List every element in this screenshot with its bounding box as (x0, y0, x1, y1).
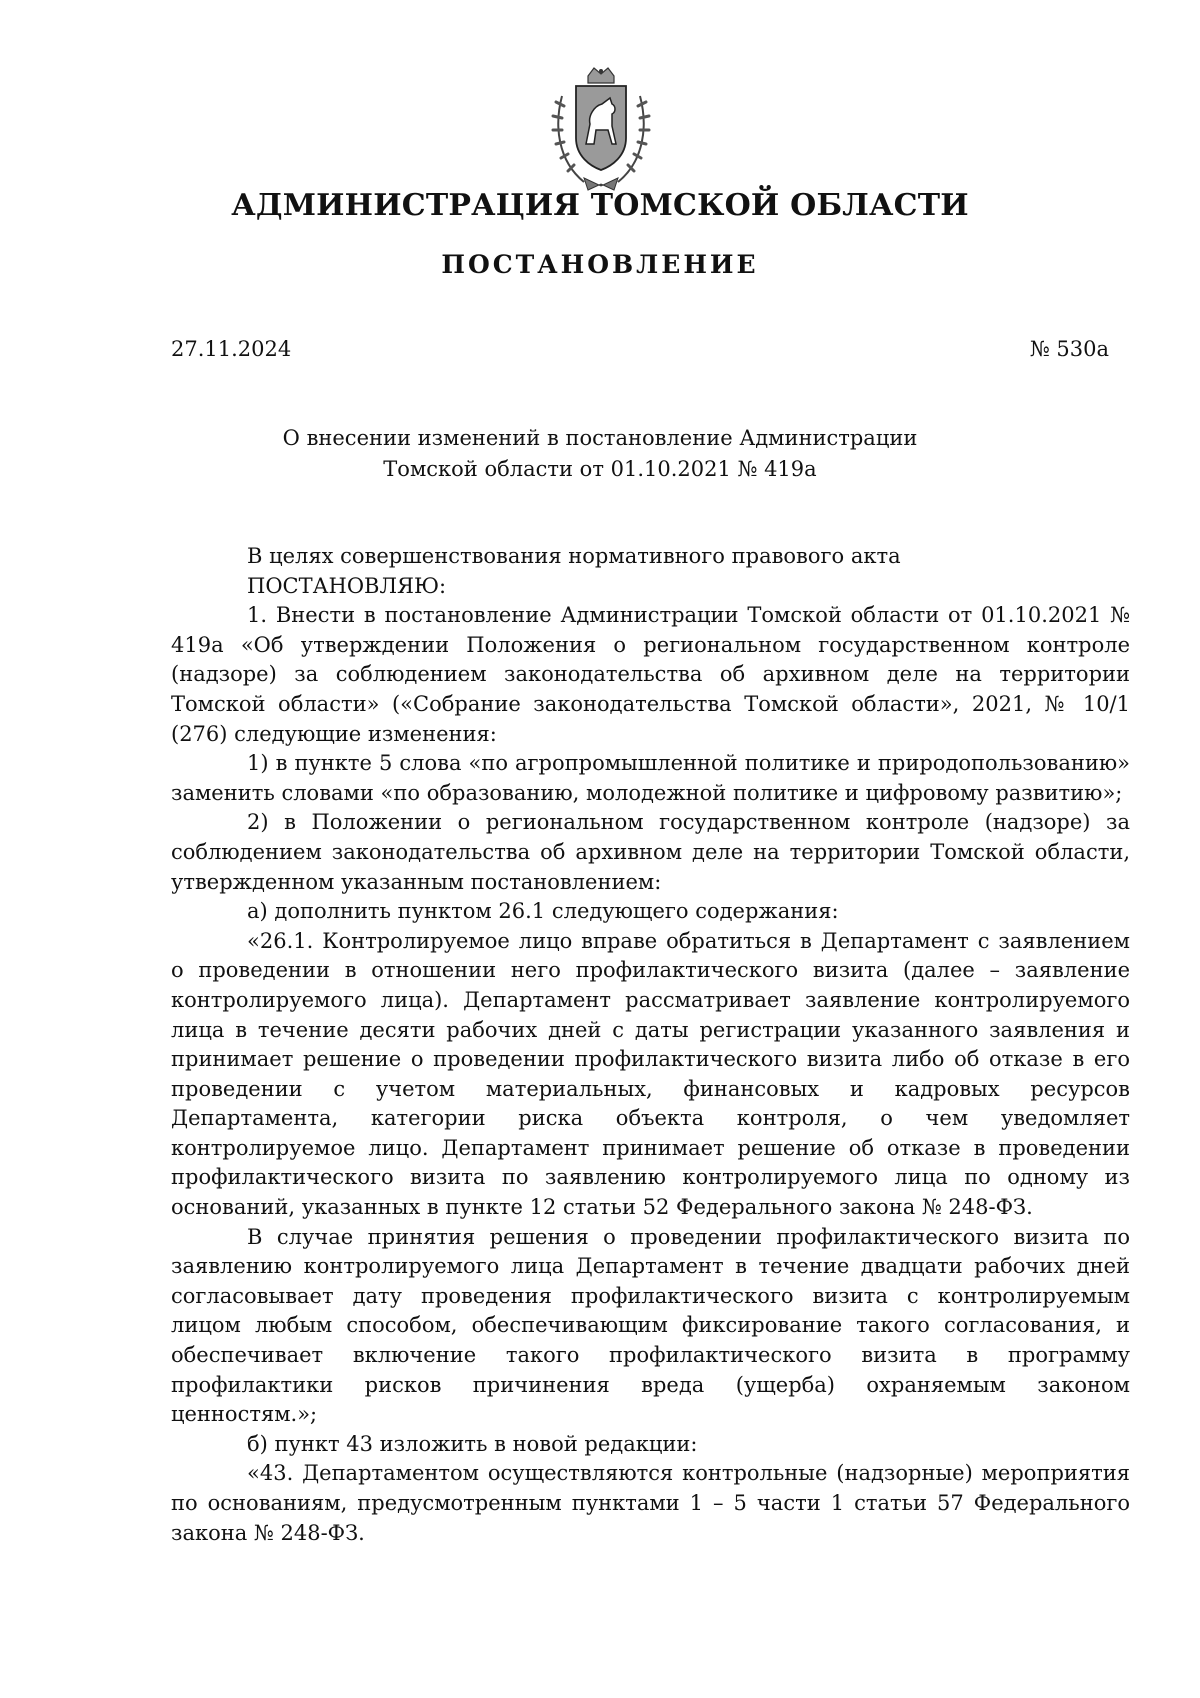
resolve-paragraph: ПОСТАНОВЛЯЮ: (247, 573, 447, 598)
body-paragraph: В случае принятия решения о проведении профилактического визита по заявлению контролируемого лица Департамент в течение двадцати рабочих дней согласовывает дату проведения профилактического визита с контролируемым лицом любым способом, обеспечивающим фиксирование такого согласования, и обеспечивает включение такого профилактического визита в программу профилактики рисков причинения вреда (ущерба) охраняемым законом ценностям.»; (171, 1224, 1130, 1427)
document-body (171, 542, 1130, 1548)
body-paragraph: 2) в Положении о региональном государственном контроле (надзоре) за соблюдением законодательства об архивном деле на территории Томской области, утвержденном указанным постановлением: (171, 810, 1130, 894)
preamble-paragraph: В целях совершенствования нормативного правового акта (247, 544, 901, 568)
body-paragraph: 1) в пункте 5 слова «по агропромышленной политике и природопользованию» заменить словами «по образованию, молодежной политике и цифровому развитию»; (171, 751, 1130, 805)
body-paragraph: 1. Внести в постановление Администрации Томской области от 01.10.2021 № 419а «Об утверждении Положения о региональном государственном контроле (надзоре) за соблюдением законодательства об архивном деле на территории Томской области» («Собрание законодательства Томской области», 2021, № 10/1 (276) следующие изменения: (171, 603, 1130, 746)
body-paragraph: «26.1. Контролируемое лицо вправе обратиться в Департамент с заявлением о проведении в отношении него профилактического визита (далее – заявление контролируемого лица). Департамент рассматривает заявление контролируемого лица в течение десяти рабочих дней с даты регистрации указанного заявления и принимает решение о проведении профилактического визита либо об отказе в его проведении с учетом материальных, финансовых и кадровых ресурсов Департамента, категории риска объекта контроля, о чем уведомляет контролируемое лицо. Департамент принимает решение об отказе в проведении профилактического визита по заявлению контролируемого лица по одному из оснований, указанных в пункте 12 статьи 52 Федерального закона № 248-ФЗ. (171, 928, 1130, 1220)
document-type: ПОСТАНОВЛЕНИЕ (441, 250, 759, 279)
document-number: № 530а (1029, 337, 1109, 361)
title-line-2: Томской области от 01.10.2021 № 419а (383, 457, 817, 481)
document-date: 27.11.2024 (171, 337, 292, 361)
title-line-1: О внесении изменений в постановление Администрации (282, 426, 918, 450)
document-title (250, 423, 950, 485)
body-paragraph: б) пункт 43 изложить в новой редакции: (247, 1431, 698, 1456)
body-paragraph: «43. Департаментом осуществляются контрольные (надзорные) мероприятия по основаниям, предусмотренным пунктами 1 – 5 части 1 статьи 57 Федерального закона № 248-ФЗ. (171, 1461, 1130, 1545)
organization-name: АДМИНИСТРАЦИЯ ТОМСКОЙ ОБЛАСТИ (231, 188, 969, 223)
body-paragraph: а) дополнить пунктом 26.1 следующего содержания: (247, 899, 839, 924)
coat-of-arms-icon (550, 66, 652, 194)
